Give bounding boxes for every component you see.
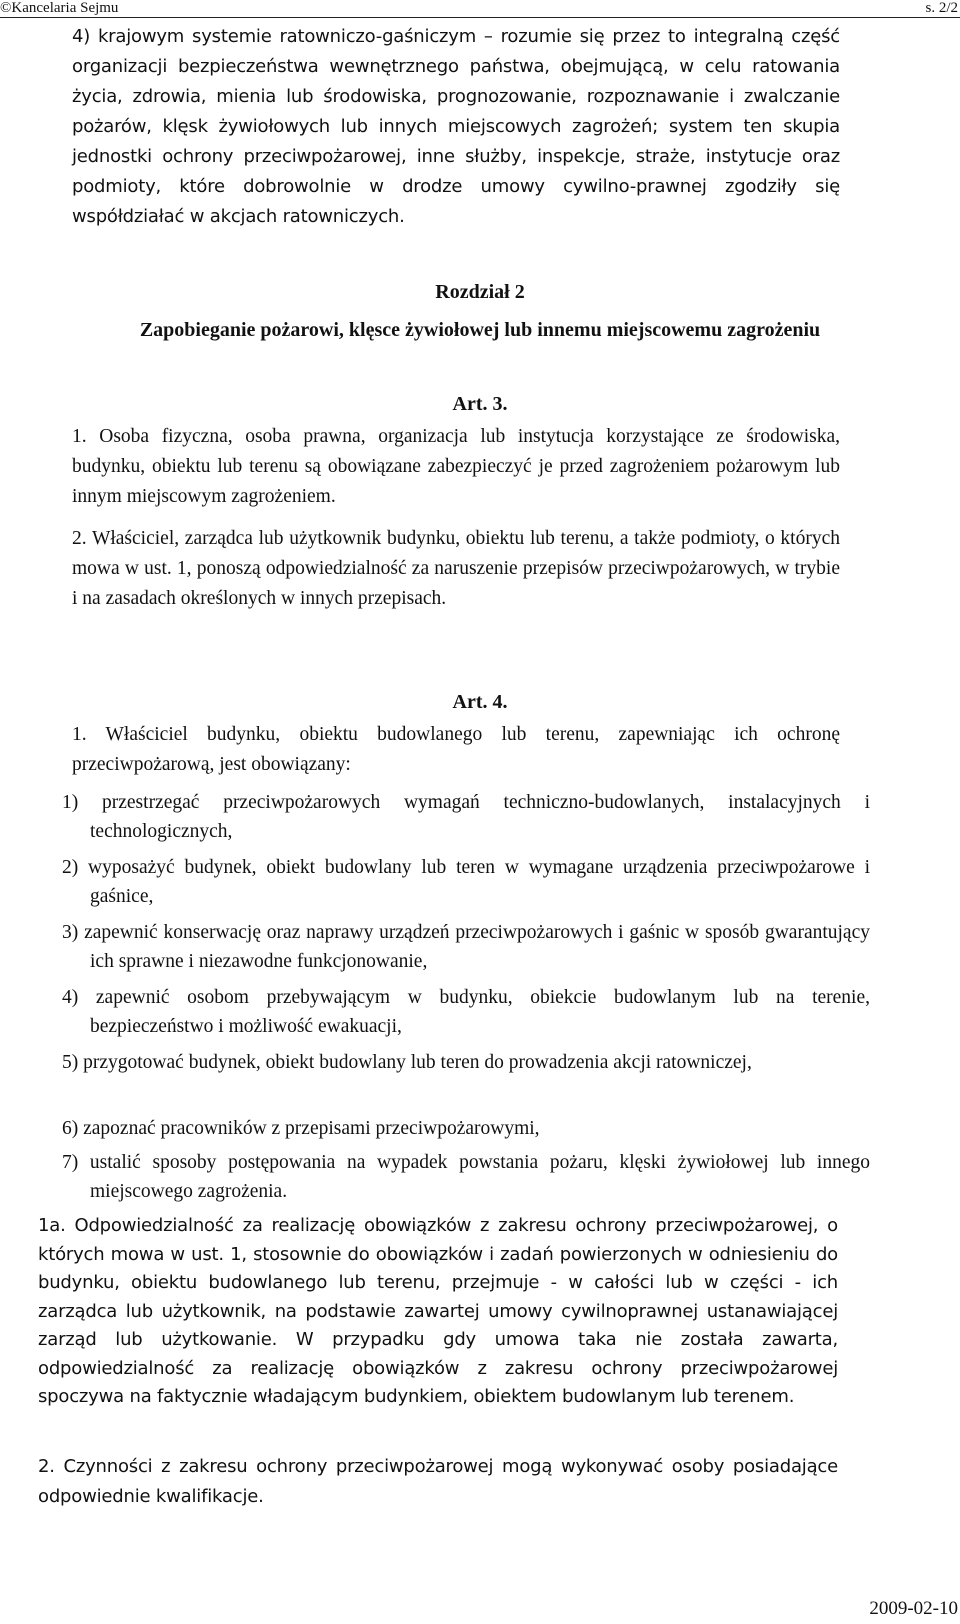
article-4-paragraph-1: 1. Właściciel budynku, obiektu budowlanego lub terenu, zapewniając ich ochronę przeciwpożarową, jest obowiązany: xyxy=(72,724,840,775)
article-3-paragraph-2: 2. Właściciel, zarządca lub użytkownik budynku, obiektu lub terenu, a także podmioty, o których mowa w ust. 1, ponoszą odpowiedzialność za naruszenie przepisów przeciwpożarowych, w trybie i na zasadach określonych w innych przepisach. xyxy=(72,528,840,609)
header-publisher: ©Kancelaria Sejmu xyxy=(0,0,119,16)
chapter-number: Rozdział 2 xyxy=(435,281,525,303)
article-4-paragraph-1a: 1a. Odpowiedzialność za realizację obowiązków z zakresu ochrony przeciwpożarowej, o których mowa w ust. 1, stosownie do obowiązków i zadań powierzonych w odniesieniu do budynku, obiektu budowlanego lub terenu, przejmuje - w całości lub w części - ich zarządca lub użytkownik, na podstawie zawartej umowy cywilnoprawnej ustanawiającej zarząd lub użytkowanie. W przypadku gdy umowa taka nie została zawarta, odpowiedzialność za realizację obowiązków z zakresu ochrony przeciwpożarowej spoczywa na faktycznie władającym budynkiem, obiektem budowlanym lub terenem. xyxy=(38,1215,838,1407)
list-item: 5) przygotować budynek, obiekt budowlany lub teren do prowadzenia akcji ratowniczej, xyxy=(62,1052,752,1073)
list-item: 7) ustalić sposoby postępowania na wypadek powstania pożaru, klęski żywiołowej lub innego miejscowego zagrożenia. xyxy=(62,1152,870,1202)
list-item: 1) przestrzegać przeciwpożarowych wymagań techniczno-budowlanych, instalacyjnych i technologicznych, xyxy=(62,792,870,842)
definition-paragraph-4: 4) krajowym systemie ratowniczo-gaśniczym – rozumie się przez to integralną część organizacji bezpieczeństwa wewnętrznego państwa, obejmującą, w celu ratowania życia, zdrowia, mienia lub środowiska, prognozowanie, rozpoznawanie i zwalczanie pożarów, klęsk żywiołowych lub innych miejscowych zagrożeń; system ten skupia jednostki ochrony przeciwpożarowej, inne służby, inspekcje, straże, instytucje oraz podmioty, które dobrowolnie w drodze umowy cywilno-prawnej zgodziły się współdziałać w akcjach ratowniczych. xyxy=(72,26,840,227)
header-page-number: s. 2/2 xyxy=(925,0,958,16)
chapter-title: Zapobieganie pożarowi, klęsce żywiołowej lub innemu miejscowemu zagrożeniu xyxy=(139,319,821,341)
list-item: 3) zapewnić konserwację oraz naprawy urządzeń przeciwpożarowych i gaśnic w sposób gwarantujący ich sprawne i niezawodne funkcjonowanie, xyxy=(62,922,870,972)
list-item: 6) zapoznać pracowników z przepisami przeciwpożarowymi, xyxy=(62,1118,540,1139)
list-item: 2) wyposażyć budynek, obiekt budowlany lub teren w wymagane urządzenia przeciwpożarowe i gaśnice, xyxy=(62,857,870,907)
list-item: 4) zapewnić osobom przebywającym w budynku, obiekcie budowlanym lub na terenie, bezpieczeństwo i możliwość ewakuacji, xyxy=(62,987,870,1037)
header-rule xyxy=(0,17,960,18)
article-4-paragraph-2: 2. Czynności z zakresu ochrony przeciwpożarowej mogą wykonywać osoby posiadające odpowiednie kwalifikacje. xyxy=(38,1456,838,1507)
page-header xyxy=(0,0,960,18)
article-3-heading: Art. 3. xyxy=(452,393,508,415)
article-3-paragraph-1: 1. Osoba fizyczna, osoba prawna, organizacja lub instytucja korzystające ze środowiska, budynku, obiektu lub terenu są obowiązane zabezpieczyć je przed zagrożeniem pożarowym lub innym miejscowym zagrożeniem. xyxy=(72,426,840,507)
publication-date: 2009-02-10 xyxy=(869,1598,958,1619)
article-4-heading: Art. 4. xyxy=(452,691,508,713)
